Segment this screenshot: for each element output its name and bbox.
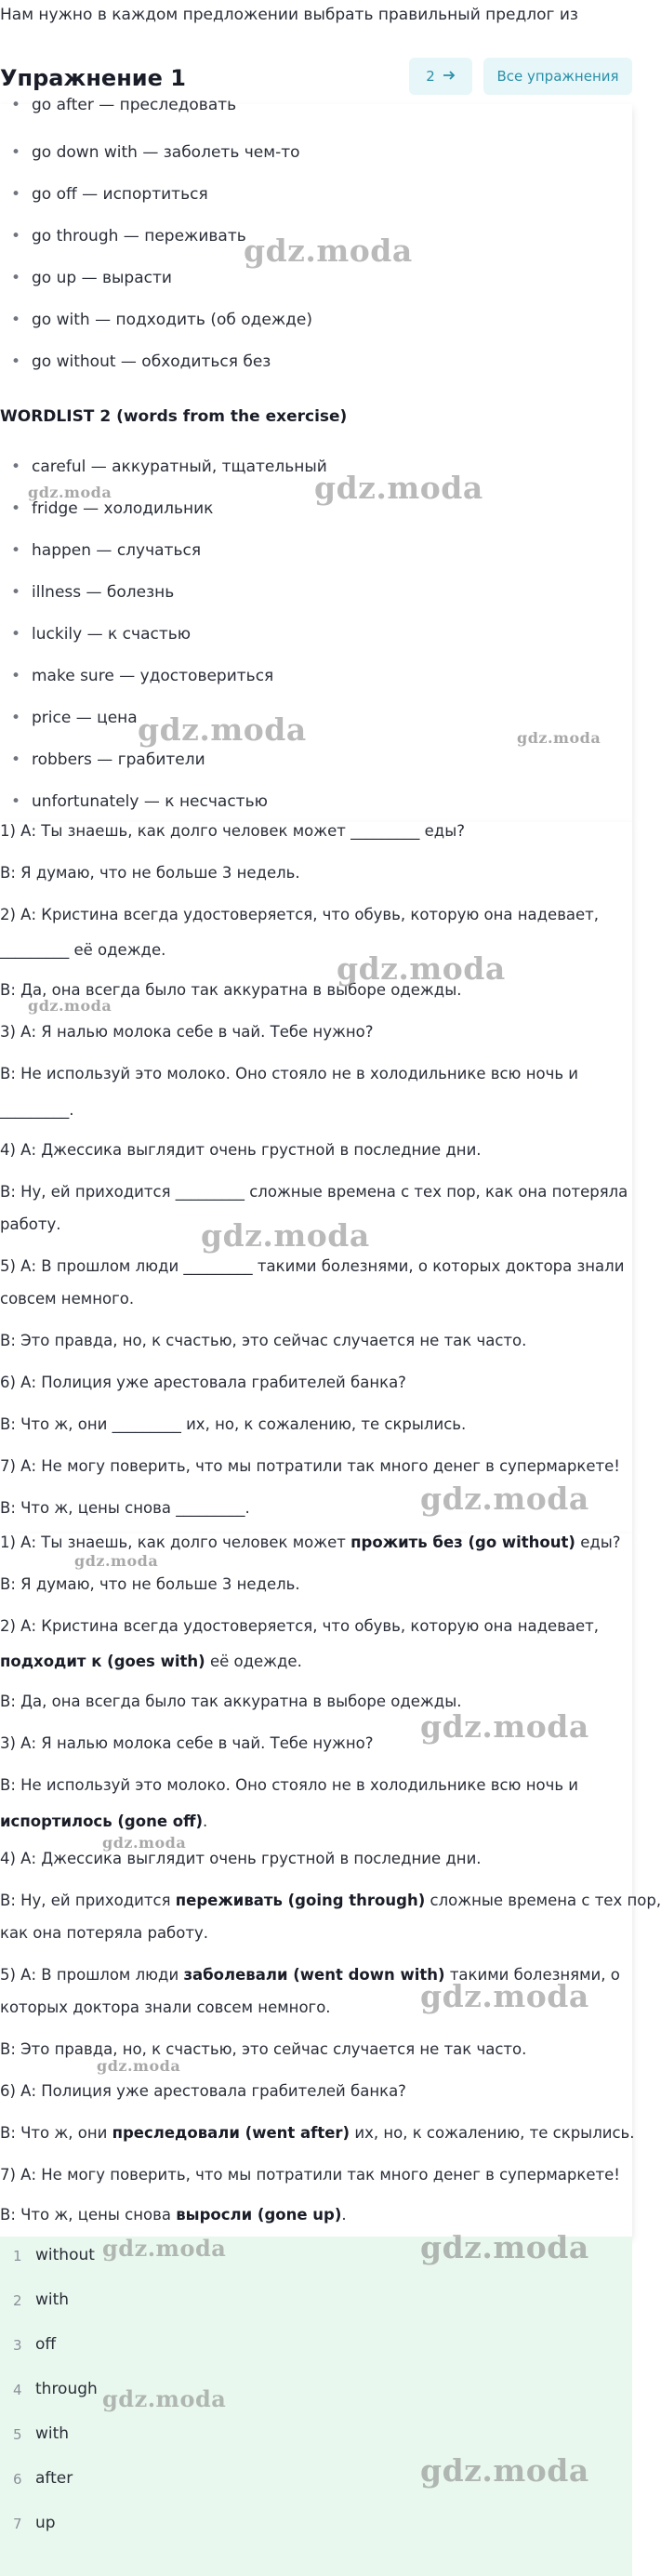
list-item: • fridge — холодильник xyxy=(32,499,213,518)
list-item xyxy=(0,2326,632,2370)
exercise-line: работу. xyxy=(0,1215,61,1233)
exercise-image xyxy=(0,822,632,1534)
answer-word: after xyxy=(35,2469,73,2488)
watermark: gdz.moda xyxy=(28,997,112,1015)
exercise-header xyxy=(0,56,632,100)
list-item: • go through — переживать xyxy=(32,227,246,246)
answers-list xyxy=(0,2229,632,2576)
solution-image xyxy=(0,1534,661,2237)
watermark: gdz.moda xyxy=(138,711,307,748)
solution-line: 1) А: Ты знаешь, как долго человек может прожить без (go without) еды? xyxy=(0,1534,621,1551)
exercise-line: 5) А: В прошлом люди _________ такими болезнями, о которых доктора знали xyxy=(0,1257,625,1275)
exercise-line: B: Да, она всегда было так аккуратна в выборе одежды. xyxy=(0,981,462,999)
solution-line: подходит к (goes with) её одежде. xyxy=(0,1653,302,1670)
watermark: gdz.moda xyxy=(420,2452,589,2489)
list-item: • happen — случаться xyxy=(32,541,201,560)
list-item: • make sure — удостовериться xyxy=(32,667,273,685)
watermark: gdz.moda xyxy=(314,470,483,506)
solution-line: 6) А: Полиция уже арестовала грабителей банка? xyxy=(0,2082,406,2100)
exercise-line: 6) А: Полиция уже арестовала грабителей банка? xyxy=(0,1374,406,1391)
answer-word: up xyxy=(35,2514,56,2532)
exercise-line: 3) А: Я налью молока себе в чай. Тебе нужно? xyxy=(0,1023,374,1041)
list-item: • go with — подходить (об одежде) xyxy=(32,311,312,329)
exercise-line: B: Ну, ей приходится _________ сложные времена с тех пор, как она потеряла xyxy=(0,1183,628,1201)
page-title: Упражнение 1 xyxy=(0,65,186,91)
solution-line: 4) А: Джессика выглядит очень грустной в последние дни. xyxy=(0,1850,482,1867)
exercise-line: B: Что ж, цены снова _________. xyxy=(0,1499,250,1517)
answer-number: 6 xyxy=(13,2471,22,2488)
list-item: • go up — вырасти xyxy=(32,269,172,287)
list-item: • robbers — грабители xyxy=(32,750,205,769)
answer-word: without xyxy=(35,2246,95,2264)
next-page-label: 2 xyxy=(426,68,435,85)
answer-word: through xyxy=(35,2380,98,2398)
solution-line: B: Это правда, но, к счастью, это сейчас случается не так часто. xyxy=(0,2040,527,2058)
solution-line: как она потеряла работу. xyxy=(0,1924,208,1942)
wordlist2-heading: WORDLIST 2 (words from the exercise) xyxy=(0,407,348,426)
answer-word: with xyxy=(35,2424,70,2443)
watermark: gdz.moda xyxy=(201,1217,370,1254)
solution-line: B: Я думаю, что не больше 3 недель. xyxy=(0,1575,300,1593)
exercise-line: B: Не используй это молоко. Оно стояло не в холодильнике всю ночь и xyxy=(0,1065,579,1082)
solution-line: B: Не используй это молоко. Оно стояло не в холодильнике всю ночь и xyxy=(0,1776,579,1794)
exercise-line: 2) А: Кристина всегда удостоверяется, что обувь, которую она надевает, xyxy=(0,906,600,923)
list-item: • luckily — к счастью xyxy=(32,625,191,644)
list-item: • careful — аккуратный, тщательный xyxy=(32,458,327,476)
solution-line: B: Да, она всегда было так аккуратна в выборе одежды. xyxy=(0,1693,462,1710)
exercise-line: 4) А: Джессика выглядит очень грустной в последние дни. xyxy=(0,1141,482,1159)
exercise-line: совсем немного. xyxy=(0,1290,135,1308)
exercise-line: 1) А: Ты знаешь, как долго человек может _________ еды? xyxy=(0,822,465,840)
watermark: gdz.moda xyxy=(420,1481,589,1517)
exercise-line: B: Я думаю, что не больше 3 недель. xyxy=(0,864,300,882)
answer-word: with xyxy=(35,2291,70,2309)
exercise-line: B: Это правда, но, к счастью, это сейчас случается не так часто. xyxy=(0,1332,527,1349)
list-item: • go down with — заболеть чем-то xyxy=(32,143,300,162)
solution-line: B: Что ж, они преследовали (went after) их, но, к сожалению, те скрылись. xyxy=(0,2124,635,2142)
exercise-line: B: Что ж, они _________ их, но, к сожалению, те скрылись. xyxy=(0,1415,467,1433)
list-item: • go without — обходиться без xyxy=(32,352,271,371)
exercise-line: _________ её одежде. xyxy=(0,941,166,959)
intro-text: Нам нужно в каждом предложении выбрать правильный предлог из xyxy=(0,6,578,24)
list-item: • go after — преследовать xyxy=(32,96,236,114)
answer-number: 5 xyxy=(13,2426,22,2443)
arrow-right-icon xyxy=(443,68,456,85)
list-item xyxy=(0,2504,632,2549)
solution-line: B: Ну, ей приходится переживать (going through) сложные времена с тех пор, xyxy=(0,1892,661,1909)
watermark: gdz.moda xyxy=(102,2235,227,2262)
exercise-line: _________. xyxy=(0,1101,74,1119)
watermark: gdz.moda xyxy=(97,2057,181,2075)
watermark: gdz.moda xyxy=(420,1978,589,2014)
list-item: • price — цена xyxy=(32,709,138,727)
watermark: gdz.moda xyxy=(420,1708,589,1745)
next-page-button[interactable] xyxy=(409,58,472,95)
wordlist-image xyxy=(0,96,632,822)
answer-word: off xyxy=(35,2335,57,2354)
answer-number: 4 xyxy=(13,2382,22,2398)
list-item xyxy=(0,2370,632,2415)
watermark: gdz.moda xyxy=(517,729,602,747)
solution-line: 5) А: В прошлом люди заболевали (went down with) такими болезнями, о xyxy=(0,1966,620,1984)
all-exercises-button[interactable]: Все упражнения xyxy=(483,58,632,95)
list-item xyxy=(0,2281,632,2326)
watermark: gdz.moda xyxy=(420,2229,589,2265)
solution-line: 7) А: Не могу поверить, что мы потратили так много денег в супермаркете! xyxy=(0,2166,620,2184)
solution-line: которых доктора знали совсем немного. xyxy=(0,1998,331,2016)
watermark: gdz.moda xyxy=(337,950,506,987)
list-item: • unfortunately — к несчастью xyxy=(32,792,268,811)
list-item: • go off — испортиться xyxy=(32,185,208,204)
watermark: gdz.moda xyxy=(74,1552,159,1570)
solution-line: B: Что ж, цены снова выросли (gone up). xyxy=(0,2206,347,2224)
answer-number: 3 xyxy=(13,2337,22,2354)
solution-line: 3) А: Я налью молока себе в чай. Тебе нужно? xyxy=(0,1734,374,1752)
answer-number: 7 xyxy=(13,2516,22,2532)
answer-number: 2 xyxy=(13,2292,22,2309)
list-item: • illness — болезнь xyxy=(32,583,174,602)
answer-number: 1 xyxy=(13,2248,22,2264)
watermark: gdz.moda xyxy=(28,484,112,501)
watermark: gdz.moda xyxy=(102,1834,187,1852)
solution-line: испортилось (gone off). xyxy=(0,1812,208,1830)
exercise-line: 7) А: Не могу поверить, что мы потратили так много денег в супермаркете! xyxy=(0,1457,620,1475)
watermark: gdz.moda xyxy=(102,2385,227,2412)
watermark: gdz.moda xyxy=(244,232,413,269)
solution-line: 2) А: Кристина всегда удостоверяется, что обувь, которую она надевает, xyxy=(0,1617,600,1635)
